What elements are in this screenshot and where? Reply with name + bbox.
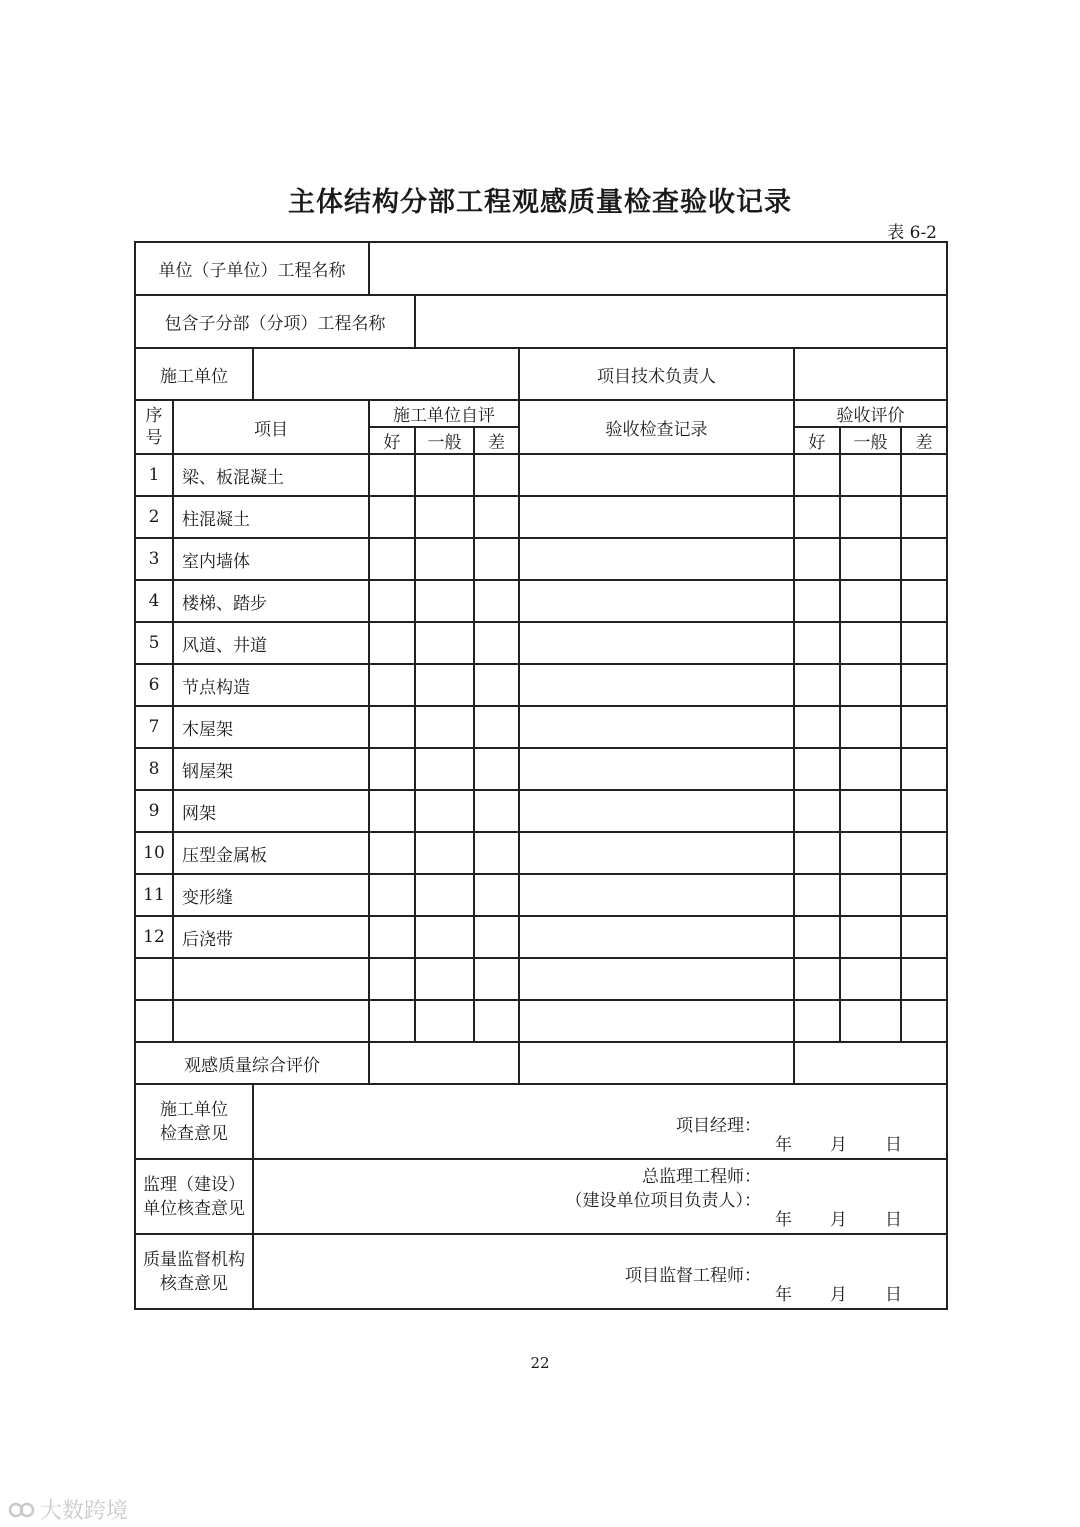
year-label: 年: [775, 1285, 793, 1305]
self-poor-header: 差: [474, 427, 519, 454]
tech-lead-value[interactable]: [794, 348, 947, 400]
self-fair-cell[interactable]: [415, 706, 474, 748]
self-good-cell[interactable]: [369, 748, 415, 790]
row-item: 网架: [173, 790, 369, 832]
supervision-signoff-label: [135, 1159, 253, 1234]
accept-poor-cell[interactable]: [901, 496, 947, 538]
self-fair-cell[interactable]: [415, 622, 474, 664]
supervision-label-line-2: 单位核查意见: [143, 1198, 245, 1219]
overall-eval-row: [135, 1042, 947, 1084]
accept-fair-cell[interactable]: [840, 454, 901, 496]
accept-poor-cell[interactable]: [901, 748, 947, 790]
record-cell[interactable]: [519, 790, 794, 832]
self-fair-cell[interactable]: [415, 454, 474, 496]
accept-good-cell[interactable]: [794, 916, 840, 958]
table-row-blank: [135, 958, 947, 1000]
record-cell[interactable]: [519, 958, 794, 1000]
row-item: 变形缝: [173, 874, 369, 916]
self-good-cell[interactable]: [369, 706, 415, 748]
self-fair-header: 一般: [415, 427, 474, 454]
self-good-cell[interactable]: [369, 832, 415, 874]
row-number: 4: [135, 580, 173, 622]
self-good-cell[interactable]: [369, 538, 415, 580]
self-poor-cell[interactable]: [474, 454, 519, 496]
row-item: 节点构造: [173, 664, 369, 706]
construction-signoff-cell[interactable]: [253, 1084, 947, 1159]
table-row: [135, 622, 947, 664]
table-row: [135, 664, 947, 706]
overall-record[interactable]: [519, 1042, 794, 1084]
accept-fair-cell[interactable]: [840, 496, 901, 538]
accept-poor-cell[interactable]: [901, 874, 947, 916]
row-item: 柱混凝土: [173, 496, 369, 538]
quality-label-line-1: 质量监督机构: [143, 1249, 245, 1270]
seq-header-2: 号: [145, 428, 163, 448]
self-poor-cell[interactable]: [474, 706, 519, 748]
accept-fair-cell[interactable]: [840, 916, 901, 958]
table-row-blank: [135, 1000, 947, 1042]
day-label: 日: [885, 1210, 903, 1230]
chief-supervisor-label: 总监理工程师：: [642, 1167, 762, 1187]
accept-fair-cell[interactable]: [840, 538, 901, 580]
self-fair-cell[interactable]: [415, 958, 474, 1000]
self-good-cell[interactable]: [369, 1000, 415, 1042]
row-item: 后浇带: [173, 916, 369, 958]
accept-fair-cell[interactable]: [840, 748, 901, 790]
column-header-row-1: [135, 400, 947, 427]
accept-good-cell[interactable]: [794, 580, 840, 622]
accept-eval-header: 验收评价: [794, 400, 947, 427]
construction-unit-value[interactable]: [253, 348, 519, 400]
accept-poor-header: 差: [901, 427, 947, 454]
day-label: 日: [885, 1285, 903, 1305]
accept-poor-cell[interactable]: [901, 706, 947, 748]
signoff-date: [737, 1205, 902, 1230]
record-cell[interactable]: [519, 664, 794, 706]
unit-project-value[interactable]: [369, 242, 947, 295]
row-item: 风道、井道: [173, 622, 369, 664]
table-row: [135, 706, 947, 748]
unit-project-row: [135, 242, 947, 295]
record-cell[interactable]: [519, 538, 794, 580]
supervising-engineer-label: 项目监督工程师：: [625, 1266, 762, 1286]
month-label: 月: [830, 1285, 848, 1305]
accept-fair-cell[interactable]: [840, 790, 901, 832]
row-number: 11: [135, 874, 173, 916]
accept-poor-cell[interactable]: [901, 832, 947, 874]
watermark-text: 大数跨境: [40, 1499, 129, 1524]
self-poor-cell[interactable]: [474, 748, 519, 790]
row-number: 7: [135, 706, 173, 748]
construction-signoff-label: [135, 1084, 253, 1159]
row-item: 楼梯、踏步: [173, 580, 369, 622]
row-item: 木屋架: [173, 706, 369, 748]
table-row: [135, 580, 947, 622]
sub-section-label: 包含子分部（分项）工程名称: [135, 295, 415, 348]
row-number: 5: [135, 622, 173, 664]
self-poor-cell[interactable]: [474, 790, 519, 832]
record-cell[interactable]: [519, 916, 794, 958]
accept-good-cell[interactable]: [794, 832, 840, 874]
self-poor-cell[interactable]: [474, 664, 519, 706]
inspection-form-table: [134, 241, 948, 1310]
self-poor-cell[interactable]: [474, 1000, 519, 1042]
accept-fair-cell[interactable]: [840, 706, 901, 748]
overall-self-eval[interactable]: [369, 1042, 519, 1084]
quality-signoff-row: [135, 1234, 947, 1309]
record-cell[interactable]: [519, 706, 794, 748]
self-good-cell[interactable]: [369, 496, 415, 538]
accept-good-cell[interactable]: [794, 454, 840, 496]
accept-fair-cell[interactable]: [840, 622, 901, 664]
record-cell[interactable]: [519, 1000, 794, 1042]
accept-good-cell[interactable]: [794, 664, 840, 706]
accept-good-cell[interactable]: [794, 1000, 840, 1042]
accept-good-cell[interactable]: [794, 538, 840, 580]
signoff-date: [737, 1280, 902, 1305]
row-number: 2: [135, 496, 173, 538]
accept-poor-cell[interactable]: [901, 454, 947, 496]
self-good-cell[interactable]: [369, 790, 415, 832]
seq-header: [135, 400, 173, 454]
supervision-signoff-row: [135, 1159, 947, 1234]
self-fair-cell[interactable]: [415, 580, 474, 622]
row-number: [135, 958, 173, 1000]
accept-good-cell[interactable]: [794, 790, 840, 832]
row-item: 室内墙体: [173, 538, 369, 580]
supervision-label-line-1: 监理（建设）: [143, 1174, 245, 1195]
row-item[interactable]: [173, 958, 369, 1000]
accept-fair-cell[interactable]: [840, 958, 901, 1000]
accept-poor-cell[interactable]: [901, 664, 947, 706]
row-number: 10: [135, 832, 173, 874]
accept-poor-cell[interactable]: [901, 622, 947, 664]
self-fair-cell[interactable]: [415, 496, 474, 538]
self-good-cell[interactable]: [369, 664, 415, 706]
self-eval-header: 施工单位自评: [369, 400, 519, 427]
form-title: 主体结构分部工程观感质量检查验收记录: [288, 187, 792, 218]
self-poor-cell[interactable]: [474, 538, 519, 580]
self-fair-cell[interactable]: [415, 874, 474, 916]
self-fair-cell[interactable]: [415, 748, 474, 790]
row-item: 压型金属板: [173, 832, 369, 874]
self-fair-cell[interactable]: [415, 1000, 474, 1042]
self-poor-cell[interactable]: [474, 496, 519, 538]
signoff-date: [737, 1130, 902, 1155]
self-poor-cell[interactable]: [474, 832, 519, 874]
accept-fair-cell[interactable]: [840, 874, 901, 916]
table-number: 表 6-2: [887, 223, 937, 243]
project-manager-label: 项目经理：: [676, 1116, 762, 1136]
record-cell[interactable]: [519, 454, 794, 496]
table-row: [135, 916, 947, 958]
self-poor-cell[interactable]: [474, 622, 519, 664]
construction-unit-row: [135, 348, 947, 400]
self-fair-cell[interactable]: [415, 916, 474, 958]
item-header: 项目: [173, 400, 369, 454]
construction-label-line-2: 检查意见: [160, 1123, 228, 1144]
self-poor-cell[interactable]: [474, 916, 519, 958]
accept-fair-cell[interactable]: [840, 664, 901, 706]
self-good-cell[interactable]: [369, 874, 415, 916]
record-cell[interactable]: [519, 832, 794, 874]
row-number: 3: [135, 538, 173, 580]
self-poor-cell[interactable]: [474, 958, 519, 1000]
unit-project-label: 单位（子单位）工程名称: [135, 242, 369, 295]
overall-accept-eval[interactable]: [794, 1042, 947, 1084]
accept-fair-cell[interactable]: [840, 832, 901, 874]
accept-poor-cell[interactable]: [901, 1000, 947, 1042]
table-row: [135, 454, 947, 496]
seq-header-1: 序: [145, 406, 163, 426]
record-cell[interactable]: [519, 748, 794, 790]
accept-poor-cell[interactable]: [901, 538, 947, 580]
table-row: [135, 874, 947, 916]
accept-fair-cell[interactable]: [840, 1000, 901, 1042]
watermark: [8, 1494, 128, 1525]
self-poor-cell[interactable]: [474, 580, 519, 622]
self-good-cell[interactable]: [369, 454, 415, 496]
supervision-signoff-cell[interactable]: [253, 1159, 947, 1234]
tech-lead-label: 项目技术负责人: [519, 348, 794, 400]
table-row: [135, 538, 947, 580]
inspect-record-header: 验收检查记录: [519, 400, 794, 454]
table-row: [135, 496, 947, 538]
quality-signoff-cell[interactable]: [253, 1234, 947, 1309]
sub-section-row: [135, 295, 947, 348]
construction-signoff-row: [135, 1084, 947, 1159]
table-row: [135, 748, 947, 790]
accept-poor-cell[interactable]: [901, 580, 947, 622]
record-cell[interactable]: [519, 580, 794, 622]
sub-section-value[interactable]: [415, 295, 947, 348]
day-label: 日: [885, 1135, 903, 1155]
accept-good-cell[interactable]: [794, 874, 840, 916]
accept-fair-header: 一般: [840, 427, 901, 454]
row-number: 12: [135, 916, 173, 958]
self-fair-cell[interactable]: [415, 538, 474, 580]
quality-signoff-label: [135, 1234, 253, 1309]
record-cell[interactable]: [519, 496, 794, 538]
row-item: 钢屋架: [173, 748, 369, 790]
accept-poor-cell[interactable]: [901, 958, 947, 1000]
self-fair-cell[interactable]: [415, 790, 474, 832]
row-item: 梁、板混凝土: [173, 454, 369, 496]
self-good-header: 好: [369, 427, 415, 454]
accept-fair-cell[interactable]: [840, 580, 901, 622]
record-cell[interactable]: [519, 622, 794, 664]
month-label: 月: [830, 1135, 848, 1155]
table-row: [135, 790, 947, 832]
self-good-cell[interactable]: [369, 622, 415, 664]
record-cell[interactable]: [519, 874, 794, 916]
owner-lead-label: （建设单位项目负责人）：: [565, 1191, 762, 1211]
row-number: 6: [135, 664, 173, 706]
self-good-cell[interactable]: [369, 916, 415, 958]
row-number: 9: [135, 790, 173, 832]
construction-unit-label: 施工单位: [135, 348, 253, 400]
row-number: 8: [135, 748, 173, 790]
page-number: 22: [530, 1354, 550, 1372]
overall-eval-label: 观感质量综合评价: [135, 1042, 369, 1084]
accept-good-cell[interactable]: [794, 748, 840, 790]
row-number: 1: [135, 454, 173, 496]
year-label: 年: [775, 1210, 793, 1230]
self-fair-cell[interactable]: [415, 664, 474, 706]
quality-label-line-2: 核查意见: [160, 1273, 228, 1294]
self-good-cell[interactable]: [369, 958, 415, 1000]
month-label: 月: [830, 1210, 848, 1230]
self-good-cell[interactable]: [369, 580, 415, 622]
row-number: [135, 1000, 173, 1042]
table-row: [135, 832, 947, 874]
watermark-logo-icon: [8, 1499, 36, 1521]
self-fair-cell[interactable]: [415, 832, 474, 874]
accept-good-header: 好: [794, 427, 840, 454]
accept-good-cell[interactable]: [794, 958, 840, 1000]
row-item[interactable]: [173, 1000, 369, 1042]
accept-good-cell[interactable]: [794, 706, 840, 748]
accept-poor-cell[interactable]: [901, 916, 947, 958]
self-poor-cell[interactable]: [474, 874, 519, 916]
construction-label-line-1: 施工单位: [160, 1099, 228, 1120]
accept-poor-cell[interactable]: [901, 790, 947, 832]
year-label: 年: [775, 1135, 793, 1155]
accept-good-cell[interactable]: [794, 622, 840, 664]
accept-good-cell[interactable]: [794, 496, 840, 538]
